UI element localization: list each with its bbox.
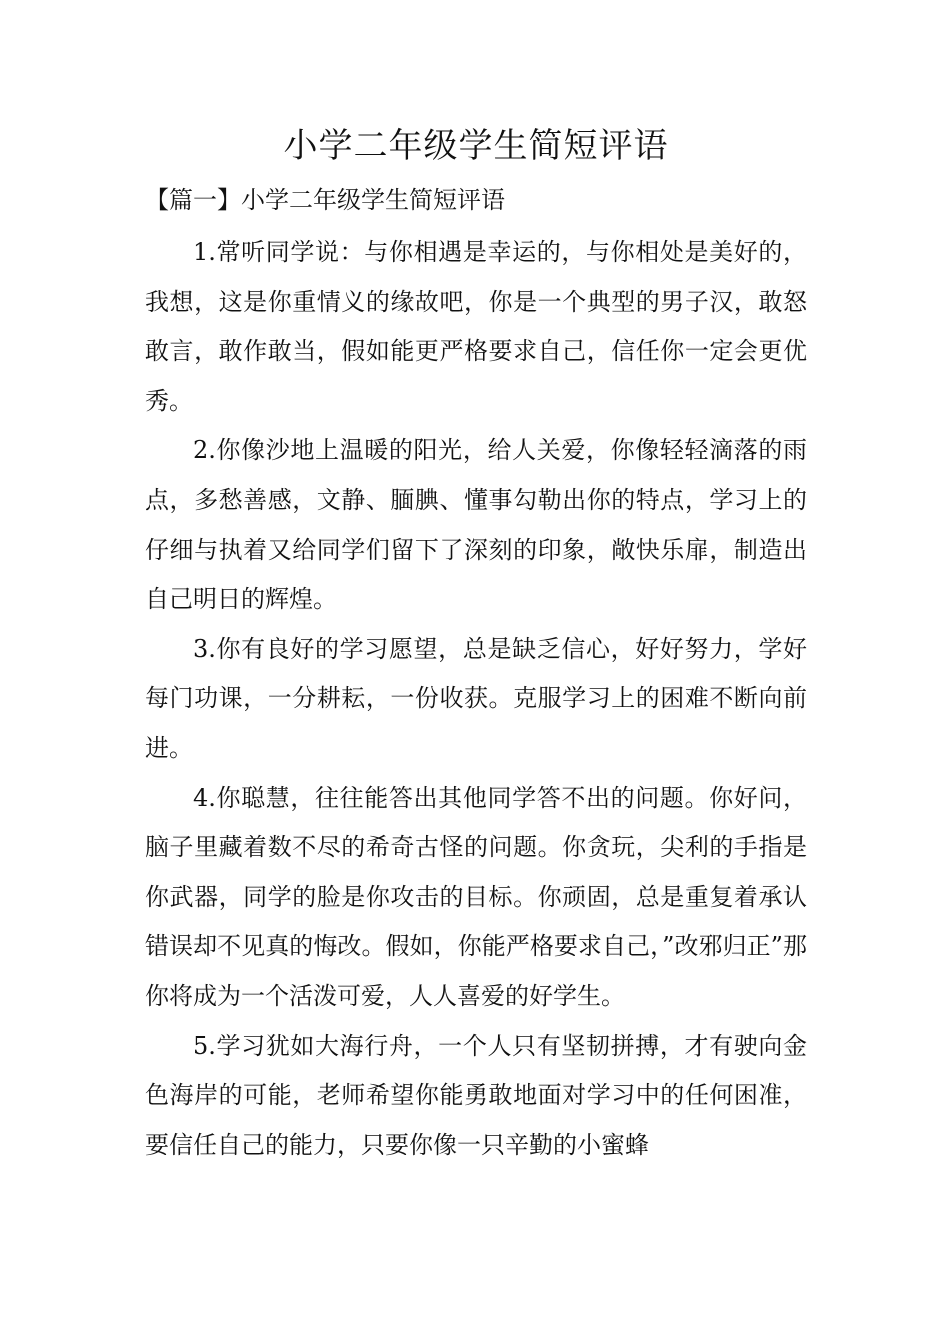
paragraph-4: 4.你聪慧，往往能答出其他同学答不出的问题。你好问，脑子里藏着数不尽的希奇古怪的问题。你贪玩，尖利的手指是你武器，同学的脸是你攻击的目标。你顽固，总是重复着承认错误却不见真的悔改。假如，你能严格要求自己，”改邪归正”那你将成为一个活泼可爱，人人喜爱的好学生。 xyxy=(145,783,807,1010)
document-title: 小学二年级学生简短评语 xyxy=(283,126,669,166)
paragraph-5: 5.学习犹如大海行舟，一个人只有坚韧拼搏，才有驶向金色海岸的可能，老师希望你能勇敢地面对学习中的任何困准，要信任自己的能力，只要你像一只辛勤的小蜜蜂 xyxy=(145,1031,807,1159)
document-page xyxy=(145,120,807,1170)
paragraph-1: 1.常听同学说：与你相遇是幸运的，与你相处是美好的，我想，这是你重情义的缘故吧，你是一个典型的男子汉，敢怒敢言，敢作敢当，假如能更严格要求自己，信任你一定会更优秀。 xyxy=(145,238,807,415)
paragraph-3: 3.你有良好的学习愿望，总是缺乏信心，好好努力，学好每门功课，一分耕耘，一份收获。克服学习上的困难不断向前进。 xyxy=(145,634,807,762)
paragraph-2: 2.你像沙地上温暖的阳光，给人关爱，你像轻轻滴落的雨点，多愁善感，文静、腼腆、懂事勾勒出你的特点，学习上的仔细与执着又给同学们留下了深刻的印象，敞快乐扉，制造出自己明日的辉煌。 xyxy=(145,436,807,614)
section-heading: 【篇一】小学二年级学生简短评语 xyxy=(145,186,505,214)
